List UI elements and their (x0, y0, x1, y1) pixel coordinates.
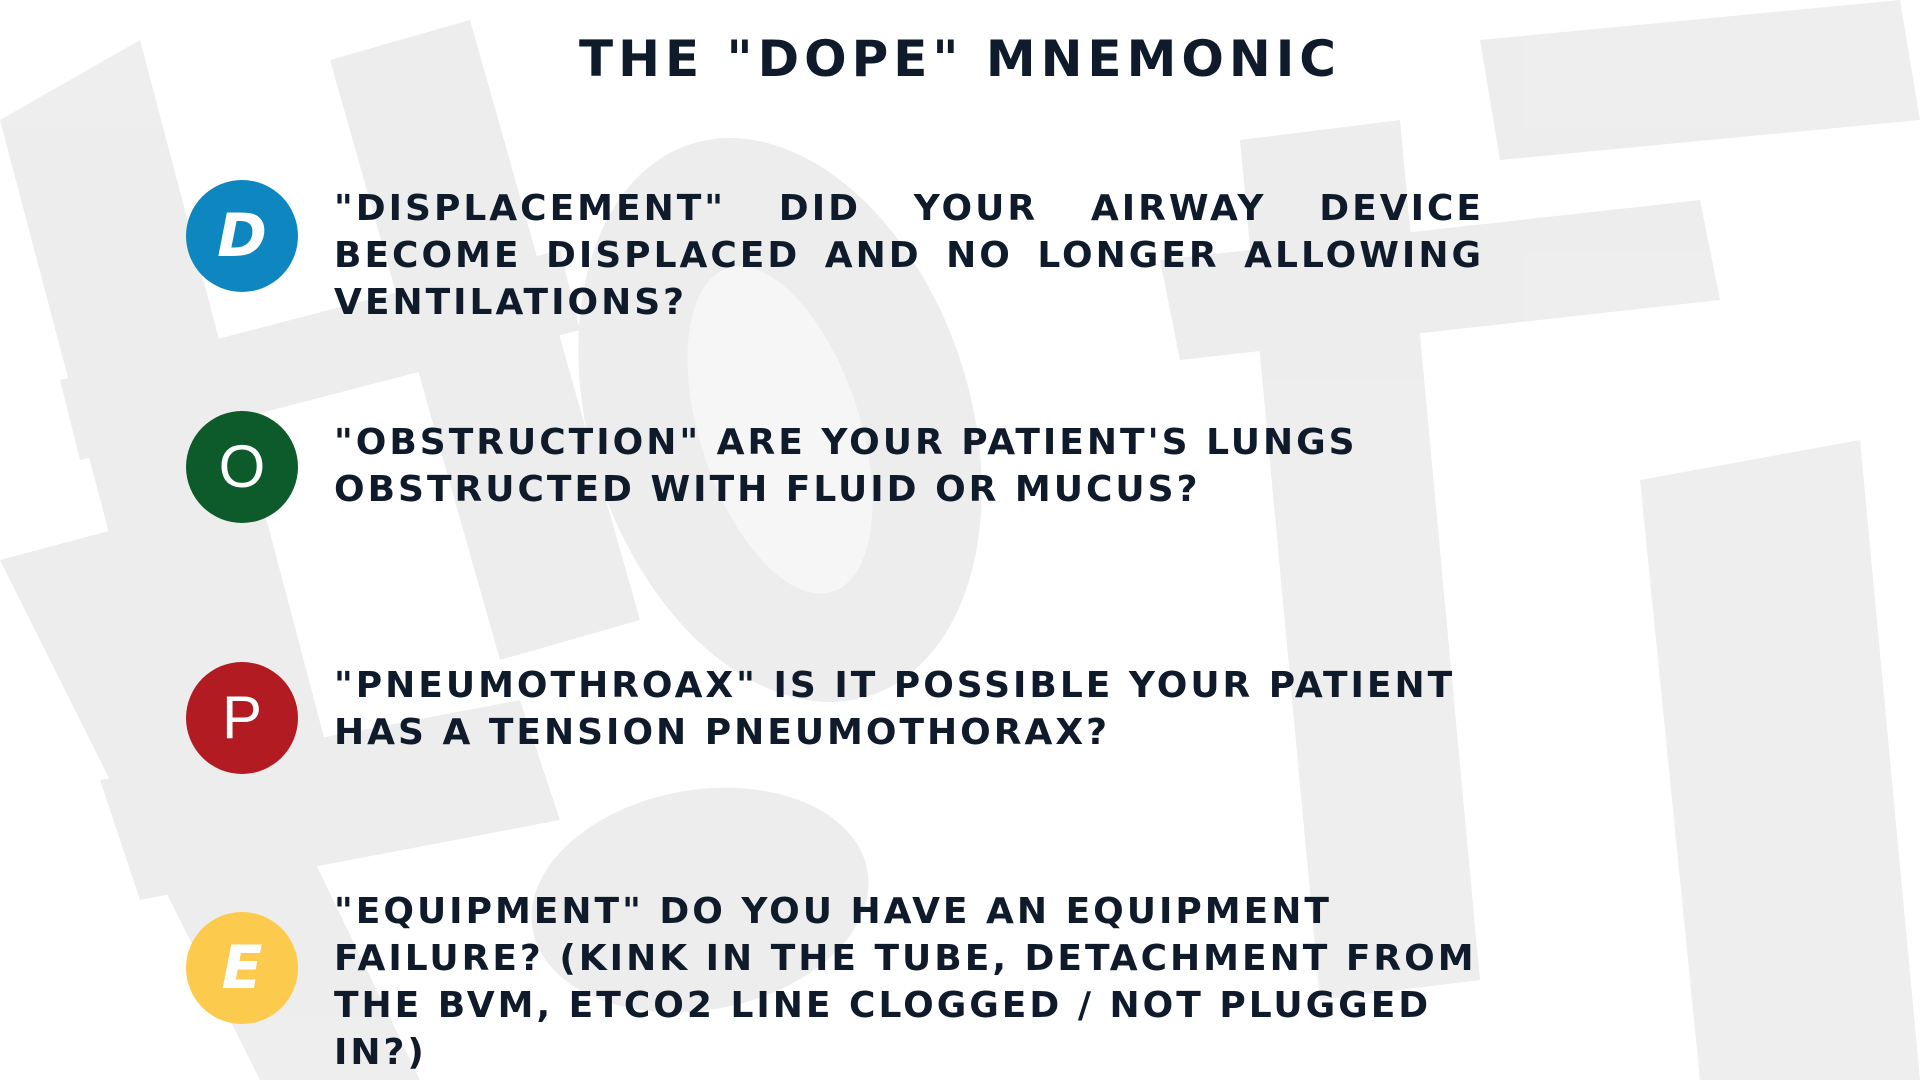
letter-badge-e: E (186, 912, 298, 1024)
item-text-e: "EQUIPMENT" DO YOU HAVE AN EQUIPMENT FAILURE? (KINK IN THE TUBE, DETACHMENT FROM THE BVM, ETCO2 LINE CLOGGED / NOT PLUGGED IN?) (334, 891, 1477, 1073)
page-title: THE "DOPE" MNEMONIC (579, 30, 1341, 88)
item-text-o: "OBSTRUCTION" ARE YOUR PATIENT'S LUNGS OBSTRUCTED WITH FLUID OR MUCUS? (334, 422, 1358, 510)
letter-badge-p: P (186, 662, 298, 774)
letter-badge-o: O (186, 411, 298, 523)
item-text-d: "DISPLACEMENT" DID YOUR AIRWAY DEVICE BECOME DISPLACED AND NO LONGER ALLOWING VENTILATIONS? (334, 188, 1484, 323)
item-text-p: "PNEUMOTHROAX" IS IT POSSIBLE YOUR PATIENT HAS A TENSION PNEUMOTHORAX? (334, 665, 1456, 753)
letter-badge-d: D (186, 180, 298, 292)
